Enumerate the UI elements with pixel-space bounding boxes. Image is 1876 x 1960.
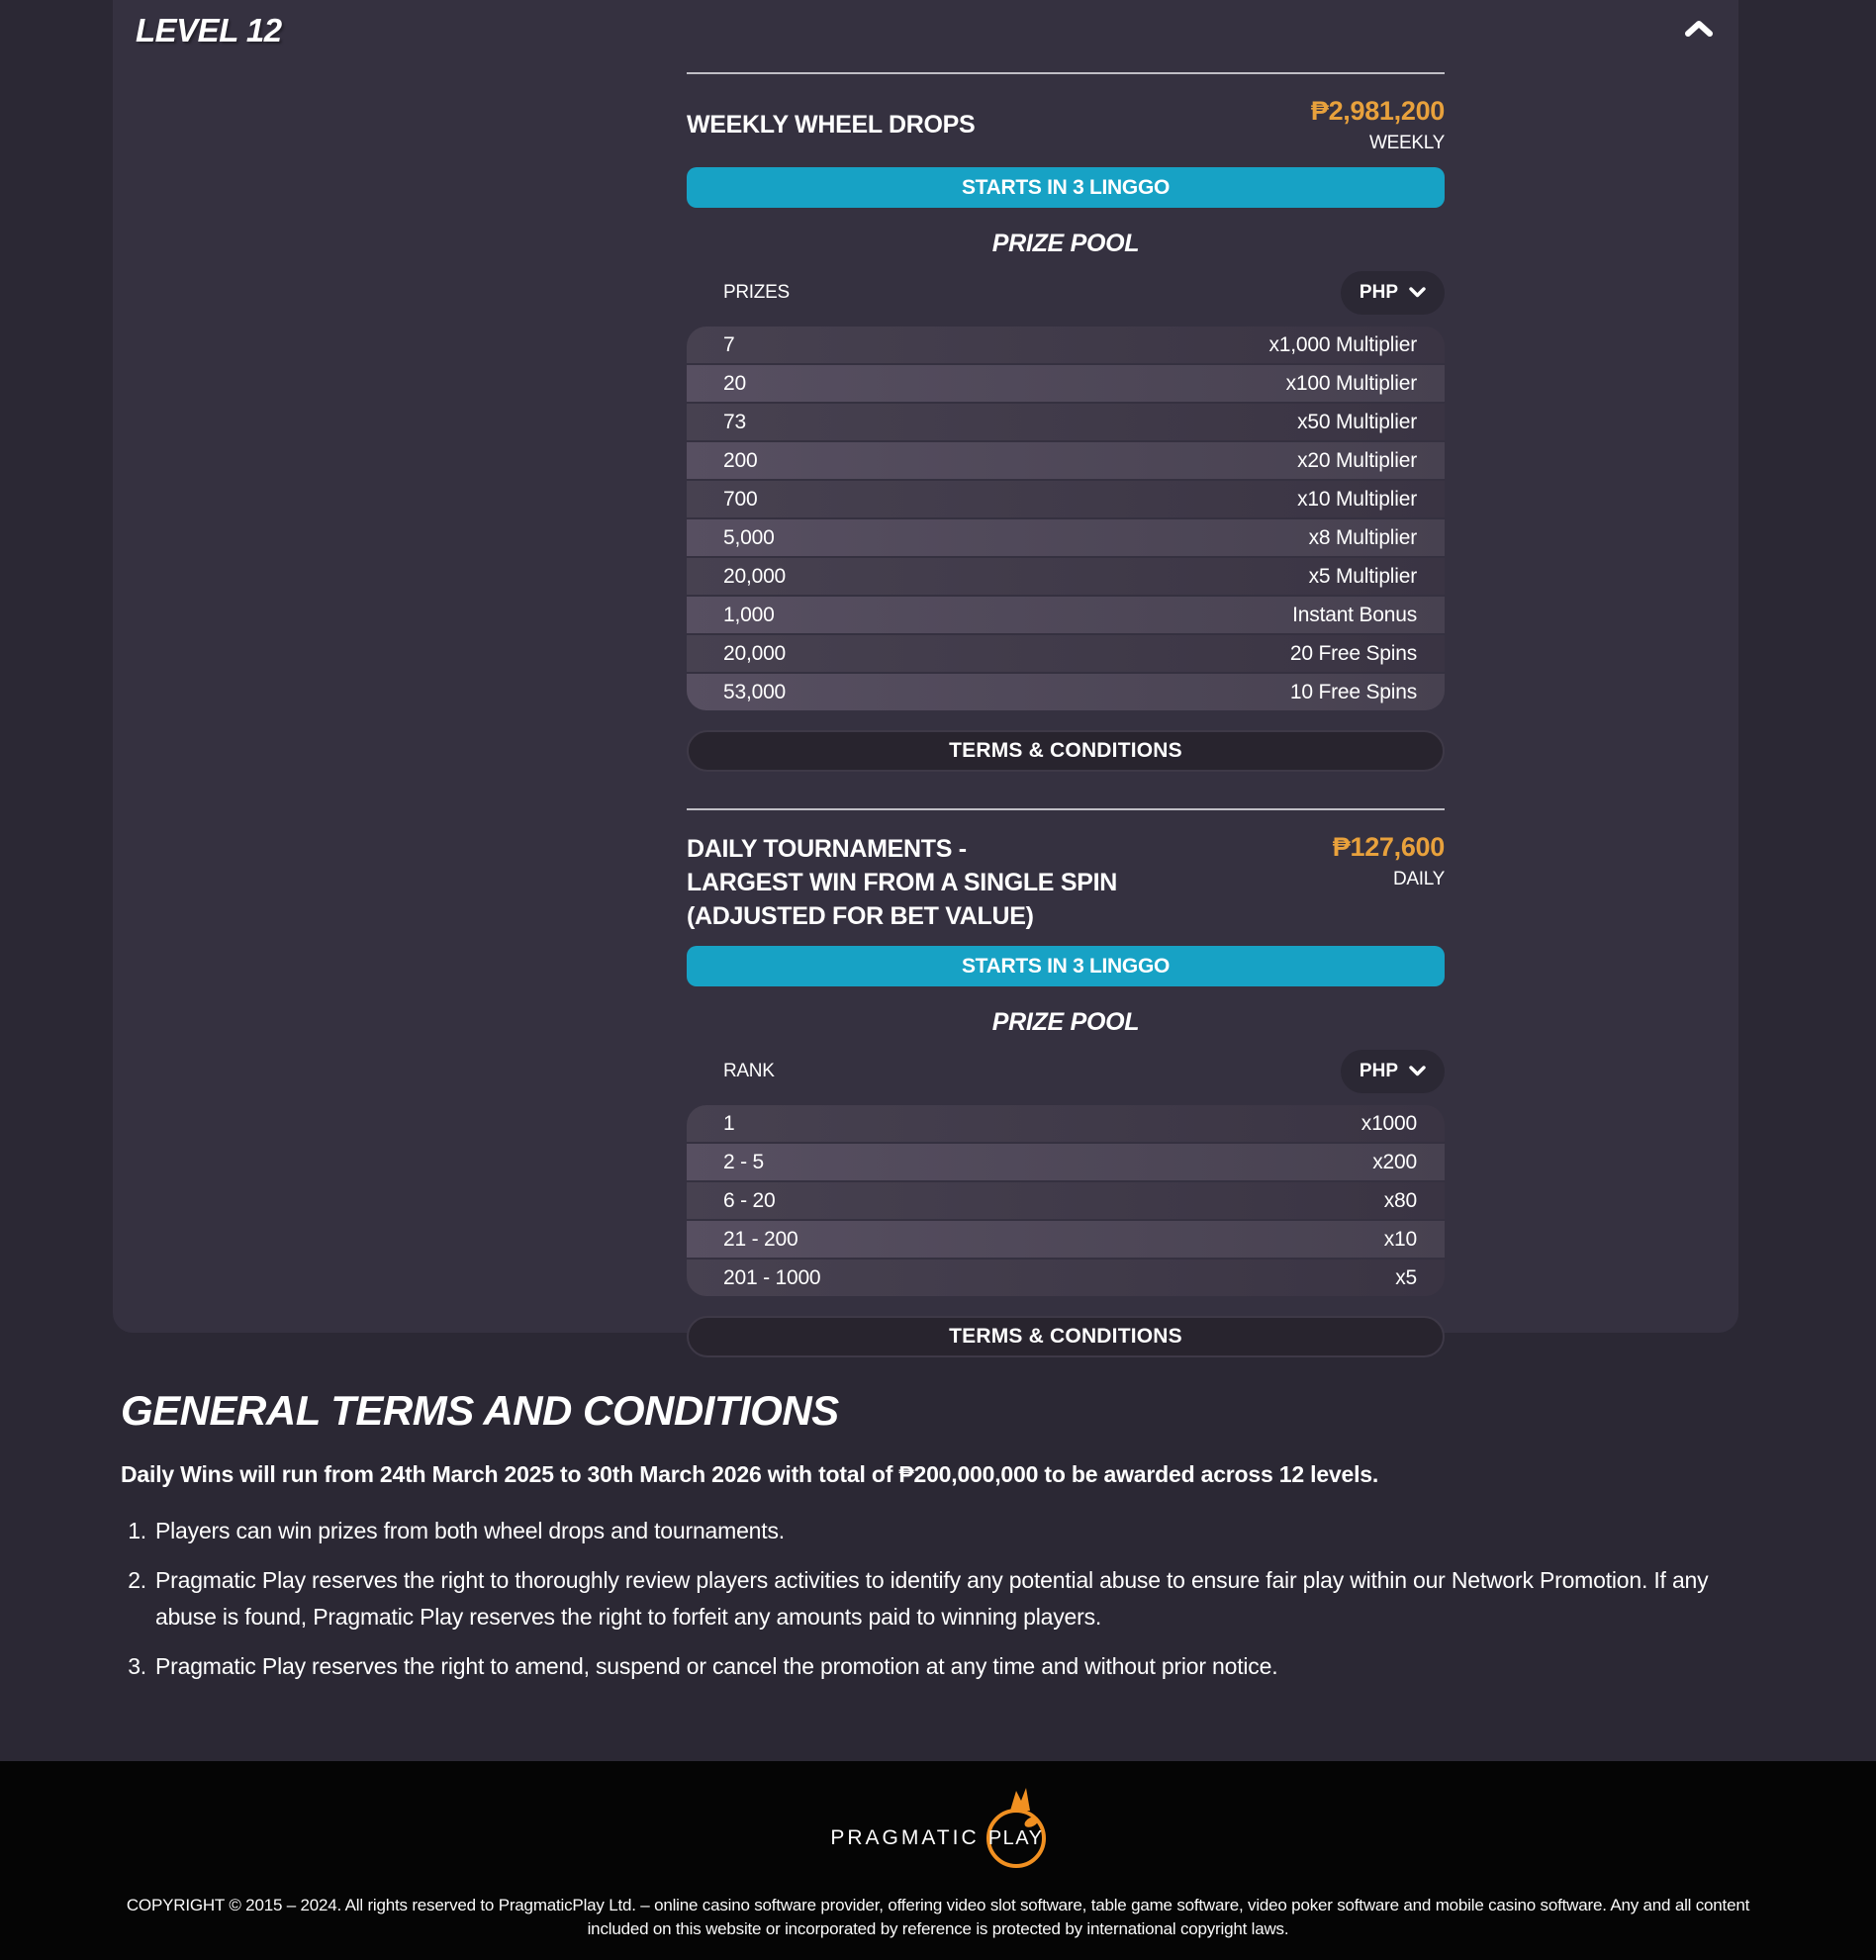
prize-cell: 20 <box>723 371 746 395</box>
general-terms-heading: GENERAL TERMS AND CONDITIONS <box>121 1387 839 1434</box>
table-row <box>687 404 1445 440</box>
daily-title-line1: DAILY TOURNAMENTS - <box>687 835 967 863</box>
value-cell: Instant Bonus <box>1292 603 1417 626</box>
general-terms-intro: Daily Wins will run from 24th March 2025 to 30th March 2026 with total of ₱200,000,000 to be awarded across 12 levels. <box>121 1461 1379 1487</box>
value-cell: x1000 <box>1360 1111 1417 1135</box>
value-cell: x8 Multiplier <box>1308 525 1417 549</box>
weekly-table-header <box>687 271 1445 315</box>
weekly-title: WEEKLY WHEEL DROPS <box>687 111 976 139</box>
terms-item-number: 3. <box>128 1653 146 1679</box>
prize-cell: 20,000 <box>723 641 787 665</box>
rank-column-label: RANK <box>723 1061 775 1081</box>
weekly-amount-block <box>1311 96 1445 154</box>
value-cell: x50 Multiplier <box>1297 410 1417 433</box>
daily-prize-amount: ₱127,600 <box>1332 832 1445 862</box>
table-row <box>687 327 1445 363</box>
page-footer <box>0 1761 1876 1960</box>
daily-title <box>687 832 1241 933</box>
terms-item-text: Pragmatic Play reserves the right to amend, suspend or cancel the promotion at any time and without prior notice. <box>155 1653 1278 1679</box>
table-row <box>687 481 1445 517</box>
table-row <box>687 635 1445 672</box>
general-terms-section <box>121 1387 1751 1698</box>
daily-prize-pool-heading: PRIZE POOL <box>991 1008 1140 1036</box>
value-cell: x80 <box>1383 1188 1417 1212</box>
collapse-card-button[interactable] <box>1681 14 1717 46</box>
terms-item-text: Players can win prizes from both wheel drops and tournaments. <box>155 1518 785 1543</box>
prizes-column-label: PRIZES <box>723 282 790 303</box>
logo-circle <box>986 1809 1046 1868</box>
table-row <box>687 519 1445 556</box>
value-cell: x100 Multiplier <box>1285 371 1417 395</box>
rank-cell: 6 - 20 <box>723 1188 776 1212</box>
level-card <box>113 0 1738 1348</box>
logo-text-pragmatic: PRAGMATIC <box>830 1826 980 1849</box>
daily-table-header <box>687 1050 1445 1093</box>
weekly-prize-table <box>687 327 1445 710</box>
value-cell: x10 Multiplier <box>1297 487 1417 511</box>
daily-rank-table <box>687 1105 1445 1296</box>
rank-cell: 201 - 1000 <box>723 1265 821 1289</box>
section-divider <box>687 72 1445 74</box>
table-row <box>687 1260 1445 1296</box>
rank-cell: 1 <box>723 1111 735 1135</box>
currency-value: PHP <box>1359 282 1398 303</box>
table-row <box>687 1144 1445 1180</box>
terms-item <box>121 1562 1751 1635</box>
prize-cell: 20,000 <box>723 564 787 588</box>
section-divider <box>687 808 1445 810</box>
currency-value: PHP <box>1359 1061 1398 1081</box>
chevron-down-icon <box>1409 282 1426 304</box>
daily-amount-block <box>1333 832 1445 890</box>
daily-title-line2: LARGEST WIN FROM A SINGLE SPIN (ADJUSTED FOR BET VALUE) <box>687 869 1117 930</box>
value-cell: x5 Multiplier <box>1308 564 1417 588</box>
terms-item-number: 2. <box>128 1567 146 1593</box>
rank-cell: 2 - 5 <box>723 1150 765 1173</box>
weekly-period-label: WEEKLY <box>1369 133 1445 153</box>
daily-terms-conditions-button[interactable]: TERMS & CONDITIONS <box>687 1316 1445 1357</box>
daily-currency-dropdown[interactable] <box>1341 1050 1445 1093</box>
prize-cell: 5,000 <box>723 525 775 549</box>
level-title: LEVEL 12 <box>136 12 282 48</box>
terms-item-text: Pragmatic Play reserves the right to thoroughly review players activities to identify any potential abuse to ensure fair play within our Network Promotion. If any abuse is found, Pragmatic Play reserves the right to forfeit any amounts paid to winning players. <box>155 1567 1709 1630</box>
daily-starts-in-button[interactable]: STARTS IN 3 LINGGO <box>687 946 1445 986</box>
rank-cell: 21 - 200 <box>723 1227 798 1251</box>
table-row <box>687 1105 1445 1142</box>
table-row <box>687 1221 1445 1258</box>
value-cell: x5 <box>1395 1265 1417 1289</box>
daily-section-header <box>687 832 1445 933</box>
table-row <box>687 558 1445 595</box>
value-cell: x10 <box>1383 1227 1417 1251</box>
pragmatic-play-logo <box>0 1761 1876 1868</box>
table-row <box>687 597 1445 633</box>
logo-text-play: PLAY <box>987 1826 1044 1849</box>
prize-cell: 73 <box>723 410 746 433</box>
general-terms-list <box>121 1513 1751 1685</box>
weekly-currency-dropdown[interactable] <box>1341 271 1445 315</box>
value-cell: x1,000 Multiplier <box>1268 332 1417 356</box>
terms-item-number: 1. <box>128 1518 146 1543</box>
table-row <box>687 1182 1445 1219</box>
card-content <box>687 0 1445 1357</box>
copyright-text: COPYRIGHT © 2015 – 2024. All rights reserved to PragmaticPlay Ltd. – online casino software provider, offering video slot software, table game software, video poker software and mobile casino software. Any and all content included on this website or incorporated by reference is protected by international copyright laws. <box>126 1896 1750 1938</box>
value-cell: x20 Multiplier <box>1297 448 1417 472</box>
weekly-section-header <box>687 96 1445 154</box>
prize-cell: 700 <box>723 487 758 511</box>
prize-cell: 53,000 <box>723 680 787 703</box>
terms-item <box>121 1513 1751 1549</box>
chevron-down-icon <box>1409 1061 1426 1082</box>
table-row <box>687 365 1445 402</box>
value-cell: 10 Free Spins <box>1289 680 1417 703</box>
table-row <box>687 674 1445 710</box>
value-cell: 20 Free Spins <box>1289 641 1417 665</box>
daily-period-label: DAILY <box>1392 869 1445 889</box>
value-cell: x200 <box>1372 1150 1417 1173</box>
weekly-prize-pool-heading: PRIZE POOL <box>991 230 1140 257</box>
crown-icon <box>1004 1787 1036 1818</box>
prize-cell: 200 <box>723 448 758 472</box>
weekly-prize-amount: ₱2,981,200 <box>1310 96 1445 126</box>
terms-item <box>121 1648 1751 1685</box>
weekly-terms-conditions-button[interactable]: TERMS & CONDITIONS <box>687 730 1445 772</box>
prize-cell: 7 <box>723 332 735 356</box>
chevron-up-icon <box>1684 20 1714 41</box>
prize-cell: 1,000 <box>723 603 775 626</box>
table-row <box>687 442 1445 479</box>
weekly-starts-in-button[interactable]: STARTS IN 3 LINGGO <box>687 167 1445 208</box>
